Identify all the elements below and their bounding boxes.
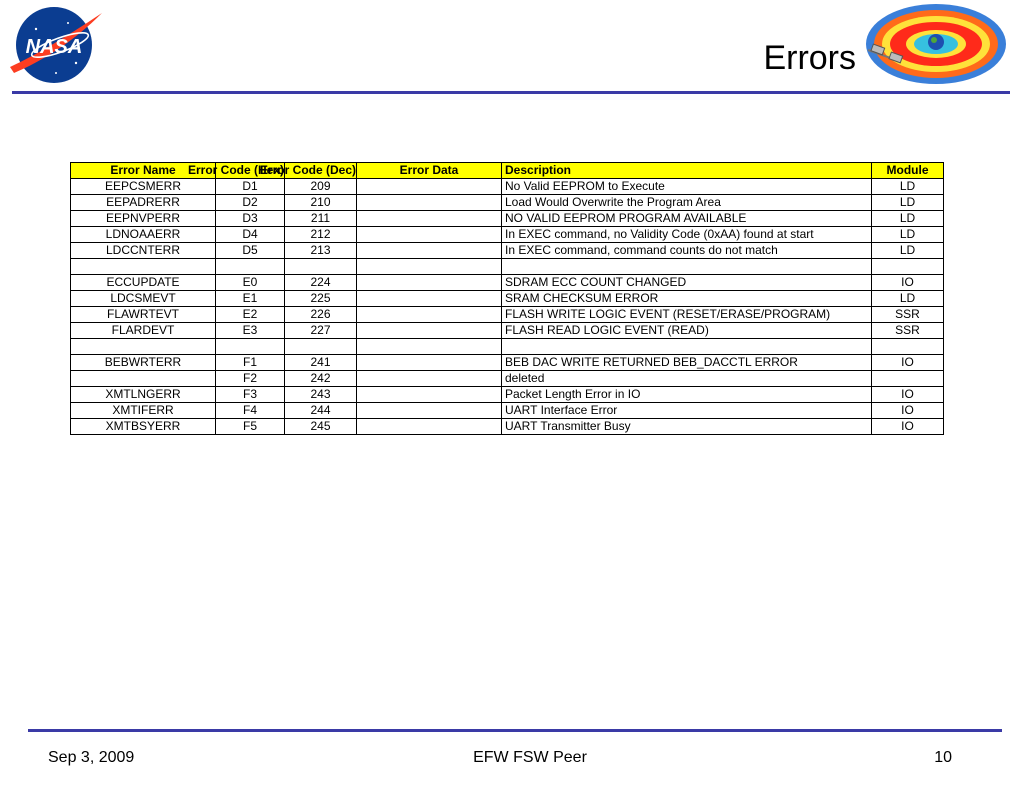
cell-error-code-dec: 211 [285, 211, 357, 227]
cell-error-code-hex: F2 [216, 371, 285, 387]
cell-module: IO [872, 419, 944, 435]
column-header-error-name: Error Name [71, 163, 216, 179]
cell-module: LD [872, 243, 944, 259]
cell-error-name: EEPADRERR [71, 195, 216, 211]
cell-description: SRAM CHECKSUM ERROR [502, 291, 872, 307]
header-divider [12, 91, 1010, 94]
cell-error-code-dec: 224 [285, 275, 357, 291]
cell-description: In EXEC command, command counts do not match [502, 243, 872, 259]
cell-description: No Valid EEPROM to Execute [502, 179, 872, 195]
cell-module: IO [872, 355, 944, 371]
cell-error-data [357, 403, 502, 419]
cell-module: IO [872, 403, 944, 419]
cell-error-code-hex: D2 [216, 195, 285, 211]
cell-error-code-hex: D1 [216, 179, 285, 195]
footer-date: Sep 3, 2009 [48, 749, 135, 766]
table-row [71, 387, 944, 403]
cell-error-name [71, 259, 216, 275]
cell-error-code-hex: D4 [216, 227, 285, 243]
page-title: Errors [763, 39, 856, 77]
table-header-row [71, 163, 944, 179]
cell-module: IO [872, 387, 944, 403]
cell-description: BEB DAC WRITE RETURNED BEB_DACCTL ERROR [502, 355, 872, 371]
cell-module: SSR [872, 307, 944, 323]
cell-error-name: FLAWRTEVT [71, 307, 216, 323]
cell-description: NO VALID EEPROM PROGRAM AVAILABLE [502, 211, 872, 227]
cell-error-code-hex [216, 259, 285, 275]
cell-error-data [357, 355, 502, 371]
cell-description: UART Transmitter Busy [502, 419, 872, 435]
cell-error-name: BEBWRTERR [71, 355, 216, 371]
nasa-logo [6, 3, 104, 85]
footer-title: EFW FSW Peer [473, 749, 587, 766]
table-row [71, 211, 944, 227]
table-row [71, 307, 944, 323]
cell-module: LD [872, 211, 944, 227]
table-row [71, 323, 944, 339]
cell-error-data [357, 179, 502, 195]
cell-error-code-dec: 242 [285, 371, 357, 387]
cell-error-data [357, 419, 502, 435]
column-header-module: Module [872, 163, 944, 179]
cell-error-code-dec [285, 339, 357, 355]
cell-module [872, 371, 944, 387]
table-row [71, 179, 944, 195]
cell-error-data [357, 323, 502, 339]
footer-divider [28, 729, 1002, 732]
cell-error-code-hex [216, 339, 285, 355]
cell-module: LD [872, 179, 944, 195]
cell-description [502, 339, 872, 355]
table-row [71, 259, 944, 275]
svg-text:NASA: NASA [25, 36, 83, 58]
table-row [71, 371, 944, 387]
cell-error-name: XMTIFERR [71, 403, 216, 419]
cell-error-data [357, 307, 502, 323]
cell-description: UART Interface Error [502, 403, 872, 419]
column-header-description: Description [502, 163, 872, 179]
cell-error-data [357, 275, 502, 291]
cell-error-name: LDCCNTERR [71, 243, 216, 259]
cell-error-code-dec: 245 [285, 419, 357, 435]
cell-module [872, 259, 944, 275]
cell-description: Load Would Overwrite the Program Area [502, 195, 872, 211]
cell-error-code-hex: F1 [216, 355, 285, 371]
cell-error-data [357, 227, 502, 243]
column-header-error-code-hex: Error Code (Hex) [187, 163, 284, 177]
table-row [71, 339, 944, 355]
cell-description: Packet Length Error in IO [502, 387, 872, 403]
table-row [71, 355, 944, 371]
cell-error-name: LDNOAAERR [71, 227, 216, 243]
cell-error-name [71, 339, 216, 355]
cell-description [502, 259, 872, 275]
cell-error-name: EEPCSMERR [71, 179, 216, 195]
radiation-belt-emblem [862, 2, 1012, 90]
column-header-error-code-dec: Error Code (Dec) [259, 163, 356, 177]
cell-error-data [357, 259, 502, 275]
cell-error-code-dec: 227 [285, 323, 357, 339]
table-row [71, 419, 944, 435]
cell-error-code-hex: E1 [216, 291, 285, 307]
cell-error-data [357, 371, 502, 387]
cell-error-name: XMTBSYERR [71, 419, 216, 435]
cell-error-data [357, 387, 502, 403]
table-row [71, 275, 944, 291]
page-number: 10 [934, 749, 952, 766]
cell-error-data [357, 339, 502, 355]
cell-error-data [357, 195, 502, 211]
column-header-error-data: Error Data [357, 163, 502, 179]
cell-error-code-hex: F3 [216, 387, 285, 403]
cell-error-name: EEPNVPERR [71, 211, 216, 227]
table-row [71, 403, 944, 419]
cell-error-code-dec: 241 [285, 355, 357, 371]
cell-error-name: LDCSMEVT [71, 291, 216, 307]
table-row [71, 243, 944, 259]
cell-module: IO [872, 275, 944, 291]
cell-module: LD [872, 227, 944, 243]
cell-error-code-hex: D3 [216, 211, 285, 227]
cell-description: FLASH WRITE LOGIC EVENT (RESET/ERASE/PROGRAM) [502, 307, 872, 323]
cell-error-code-dec: 210 [285, 195, 357, 211]
cell-description: FLASH READ LOGIC EVENT (READ) [502, 323, 872, 339]
cell-error-name: FLARDEVT [71, 323, 216, 339]
cell-error-code-dec: 244 [285, 403, 357, 419]
cell-error-name [71, 371, 216, 387]
cell-error-data [357, 243, 502, 259]
cell-module [872, 339, 944, 355]
cell-error-code-hex: E0 [216, 275, 285, 291]
cell-error-code-hex: E2 [216, 307, 285, 323]
table-row [71, 291, 944, 307]
table-row [71, 227, 944, 243]
cell-error-data [357, 291, 502, 307]
cell-error-code-hex: E3 [216, 323, 285, 339]
cell-error-code-hex: F5 [216, 419, 285, 435]
cell-error-code-dec: 212 [285, 227, 357, 243]
cell-error-code-hex: D5 [216, 243, 285, 259]
cell-error-name: ECCUPDATE [71, 275, 216, 291]
cell-error-code-dec: 213 [285, 243, 357, 259]
cell-module: LD [872, 291, 944, 307]
cell-module: SSR [872, 323, 944, 339]
cell-error-code-dec [285, 259, 357, 275]
cell-error-code-dec: 209 [285, 179, 357, 195]
cell-error-data [357, 211, 502, 227]
cell-module: LD [872, 195, 944, 211]
cell-error-code-dec: 226 [285, 307, 357, 323]
cell-error-code-dec: 225 [285, 291, 357, 307]
table-row [71, 195, 944, 211]
cell-error-code-dec: 243 [285, 387, 357, 403]
cell-description: SDRAM ECC COUNT CHANGED [502, 275, 872, 291]
cell-description: In EXEC command, no Validity Code (0xAA) found at start [502, 227, 872, 243]
cell-error-code-hex: F4 [216, 403, 285, 419]
cell-description: deleted [502, 371, 872, 387]
cell-error-name: XMTLNGERR [71, 387, 216, 403]
error-table [70, 162, 944, 435]
